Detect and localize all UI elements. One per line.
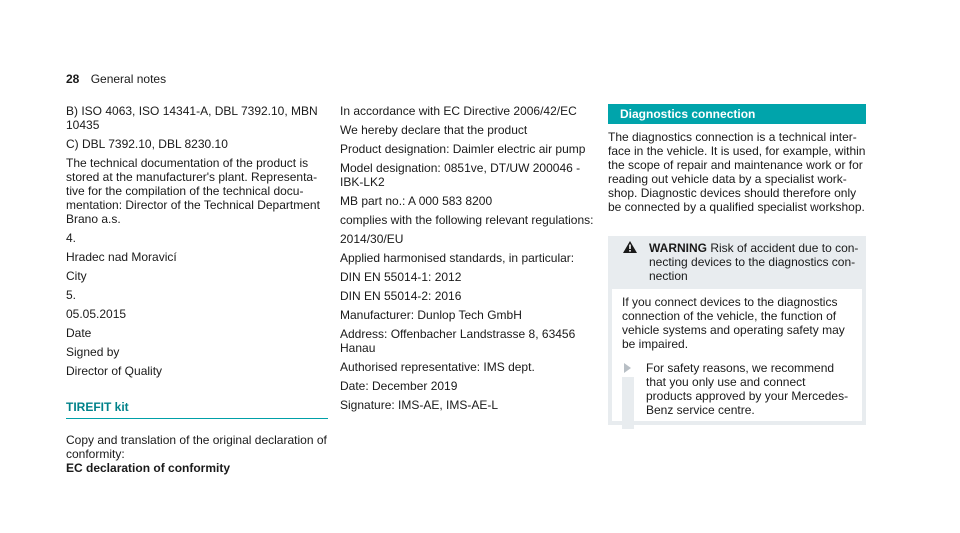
text-line: B) ISO 4063, ISO 14341-A, DBL 7392.10, MBN 10435 bbox=[66, 104, 318, 132]
diagnostics-title: Diagnostics connection bbox=[608, 104, 866, 124]
text-line: Date: December 2019 bbox=[340, 379, 458, 393]
warning-head-text: Risk of accident due to con-necting devices to the diagnostics con-nection bbox=[649, 241, 859, 283]
text-line: DIN EN 55014-1: 2012 bbox=[340, 270, 462, 284]
text-line: In accordance with EC Directive 2006/42/EC bbox=[340, 104, 577, 118]
copy-text: Copy and translation of the original declaration of conformity: bbox=[66, 433, 327, 461]
text-line: Signature: IMS-AE, IMS-AE-L bbox=[340, 398, 499, 412]
text-line: MB part no.: A 000 583 8200 bbox=[340, 194, 493, 208]
chapter-title: General notes bbox=[90, 72, 167, 86]
column-right bbox=[608, 104, 866, 425]
text-line: Model designation: 0851ve, DT/UW 200046 - IBK-LK2 bbox=[340, 161, 581, 189]
text-line: We hereby declare that the product bbox=[340, 123, 528, 137]
text-line: Manufacturer: Dunlop Tech GmbH bbox=[340, 308, 522, 322]
text-line: Address: Offenbacher Landstrasse 8, 63456 Hanau bbox=[340, 327, 576, 355]
diagnostics-text: The diagnostics connection is a technical inter-face in the vehicle. It is used, for example, within the scope of repair and maintenance work or for reading out vehicle data by a specialist work-shop. Diagnostic devices should therefore only be connected by a qualified specialist workshop. bbox=[608, 130, 866, 214]
text-line: Director of Quality bbox=[66, 364, 163, 378]
text-line: 05.05.2015 bbox=[66, 307, 127, 321]
ec-declaration-title: EC declaration of conformity bbox=[66, 461, 231, 475]
text-line: 2014/30/EU bbox=[340, 232, 404, 246]
warning-icon bbox=[623, 241, 637, 253]
text-line: Signed by bbox=[66, 345, 120, 359]
text-line: 4. bbox=[66, 231, 77, 245]
page-number: 28 bbox=[66, 72, 80, 86]
text-line: Date bbox=[66, 326, 92, 340]
warning-body bbox=[612, 289, 862, 421]
advice-text: For safety reasons, we recommend that you only use and connect products approved by your Mercedes-Benz service centre. bbox=[646, 361, 849, 417]
warning-body-text: If you connect devices to the diagnostics connection of the vehicle, the function of vehicle systems and operating safety may be impaired. bbox=[622, 295, 845, 351]
text-line: Authorised representative: IMS dept. bbox=[340, 360, 535, 374]
column-left bbox=[66, 104, 328, 480]
advice bbox=[622, 361, 852, 417]
text-line: C) DBL 7392.10, DBL 8230.10 bbox=[66, 137, 228, 151]
text-line: complies with the following relevant regulations: bbox=[340, 213, 594, 227]
warning-label: WARNING bbox=[649, 241, 707, 255]
arrow-icon bbox=[624, 363, 631, 373]
advice-bar bbox=[622, 377, 634, 429]
warning-header bbox=[609, 237, 865, 289]
text-line: The technical documentation of the product is stored at the manufacturer's plant. Representa-tive for the compilation of the technical docu-mentation: Director of the Technical Department Brano a.s. bbox=[66, 156, 320, 226]
text-line: DIN EN 55014-2: 2016 bbox=[340, 289, 462, 303]
text-line: Applied harmonised standards, in particular: bbox=[340, 251, 575, 265]
section-title-tirefit: TIREFIT kit bbox=[66, 400, 328, 419]
column-middle bbox=[340, 104, 602, 417]
text-line: 5. bbox=[66, 288, 77, 302]
page-header bbox=[66, 72, 166, 86]
text-line: City bbox=[66, 269, 87, 283]
text-line: Hradec nad Moravicí bbox=[66, 250, 177, 264]
warning-box bbox=[608, 236, 866, 425]
text-line: Product designation: Daimler electric air pump bbox=[340, 142, 586, 156]
